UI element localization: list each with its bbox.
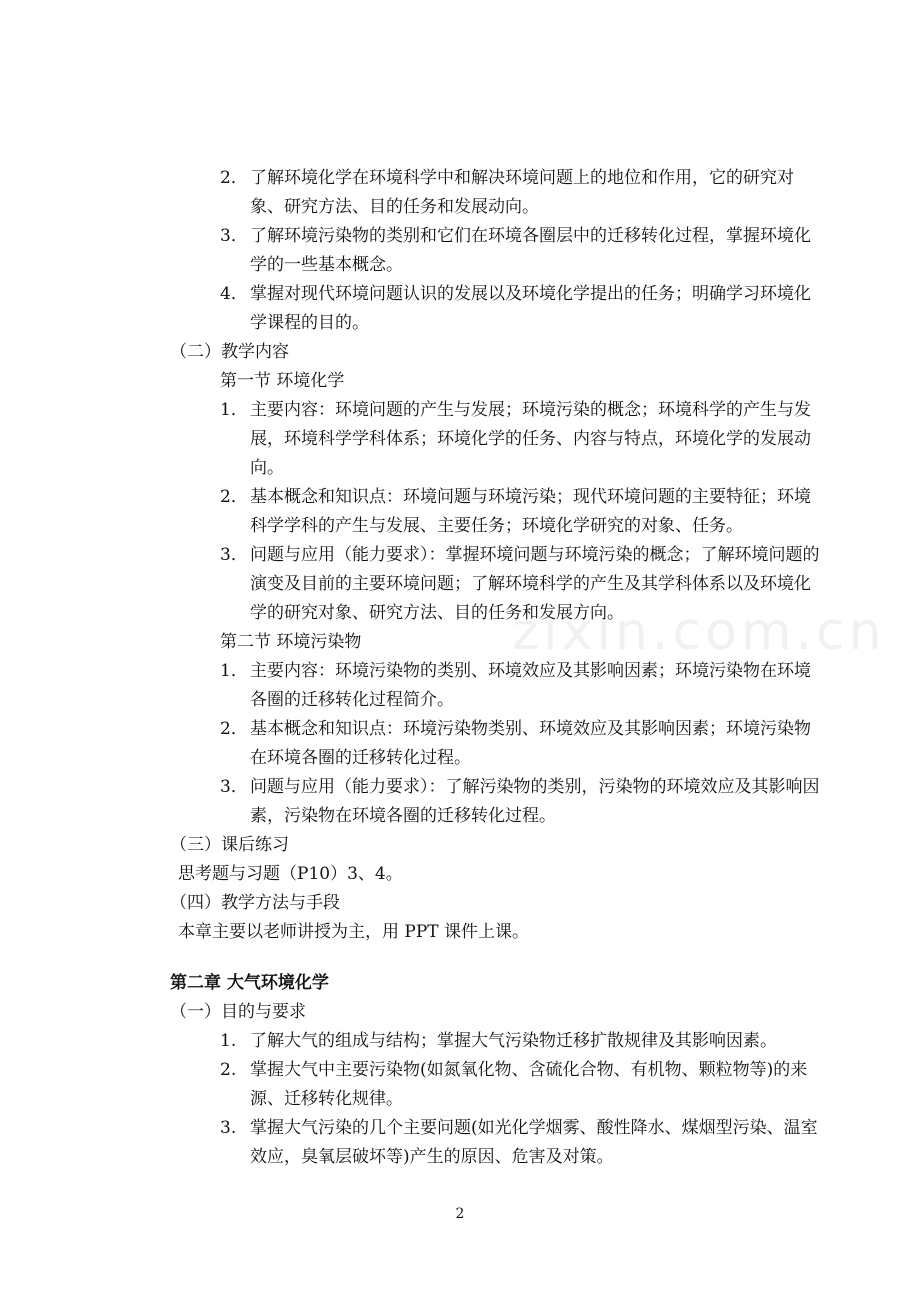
list-item-number: 1. [220,1031,237,1051]
chapter-heading-atmospheric-chemistry: 第二章 大气环境化学 [170,973,329,993]
list-item-text: 基本概念和知识点：环境污染物类别、环境效应及其影响因素；环境污染物在环境各圈的迁移转化过程。 [250,719,811,768]
list-item [170,1056,820,1114]
list-item [170,396,820,483]
list-item-text: 主要内容：环境污染物的类别、环境效应及其影响因素；环境污染物在环境各圈的迁移转化过程简介。 [250,661,811,710]
list-item [170,1027,820,1056]
list-item-number: 3． [220,777,248,797]
list-item-text: 掌握大气污染的几个主要问题(如光化学烟雾、酸性降水、煤烟型污染、温室效应，臭氧层破坏等)产生的原因、危害及对策。 [250,1118,818,1167]
list-item-text: 了解大气的组成与结构；掌握大气污染物迁移扩散规律及其影响因素。 [250,1031,777,1051]
page-content [170,164,820,1172]
list-item [170,773,820,831]
list-item-number: 2． [220,168,248,188]
subsection-heading-environmental-chemistry: 第一节 环境化学 [220,371,345,391]
list-item-text: 掌握对现代环境问题认识的发展以及环境化学提出的任务；明确学习环境化学课程的目的。 [250,284,811,333]
list-item-number: 1． [220,661,248,681]
section-heading-objectives: （一）目的与要求 [170,1002,306,1022]
list-item [170,657,820,715]
list-item-number: 3． [220,545,248,565]
list-item [170,222,820,280]
section-heading-teaching-content: （二）教学内容 [170,342,289,362]
list-item-number: 2. [220,1060,237,1080]
list-item [170,280,820,338]
list-item-text: 主要内容：环境问题的产生与发展；环境污染的概念；环境科学的产生与发展，环境科学学科体系；环境化学的任务、内容与特点，环境化学的发展动向。 [250,400,811,478]
list-item-number: 3． [220,226,248,246]
list-item [170,715,820,773]
list-item-number: 2． [220,719,248,739]
list-item-text: 问题与应用（能力要求）：掌握环境问题与环境污染的概念；了解环境问题的演变及目前的主要环境问题；了解环境科学的产生及其学科体系以及环境化学的研究对象、研究方法、目的任务和发展方向。 [250,545,820,623]
list-item-number: 2． [220,487,248,507]
exercise-text: 思考题与习题（P10）3、4。 [178,864,403,884]
list-item-text: 掌握大气中主要污染物(如氮氧化物、含硫化合物、有机物、颗粒物等)的来源、迁移转化规律。 [250,1060,808,1109]
methods-text: 本章主要以老师讲授为主，用 PPT 课件上课。 [178,922,530,942]
list-item-text: 了解环境化学在环境科学中和解决环境问题上的地位和作用，它的研究对象、研究方法、目的任务和发展动向。 [250,168,794,217]
list-item-text: 基本概念和知识点：环境问题与环境污染；现代环境问题的主要特征；环境科学学科的产生与发展、主要任务；环境化学研究的对象、任务。 [250,487,811,536]
list-item-number: 3. [220,1118,237,1138]
page-number: 2 [455,1206,465,1222]
list-item [170,1114,820,1172]
section-heading-methods: （四）教学方法与手段 [170,893,340,913]
watermark-text: zixin.com.cn [512,602,886,662]
list-item-text: 问题与应用（能力要求）：了解污染物的类别，污染物的环境效应及其影响因素，污染物在环境各圈的迁移转化过程。 [250,777,820,826]
list-item [170,541,820,628]
list-item [170,483,820,541]
section-heading-exercises: （三）课后练习 [170,835,289,855]
list-item-number: 4． [220,284,248,304]
list-item [170,164,820,222]
list-item-text: 了解环境污染物的类别和它们在环境各圈层中的迁移转化过程，掌握环境化学的一些基本概念。 [250,226,811,275]
subsection-heading-environmental-pollutants: 第二节 环境污染物 [220,632,362,652]
list-item-number: 1． [220,400,248,420]
